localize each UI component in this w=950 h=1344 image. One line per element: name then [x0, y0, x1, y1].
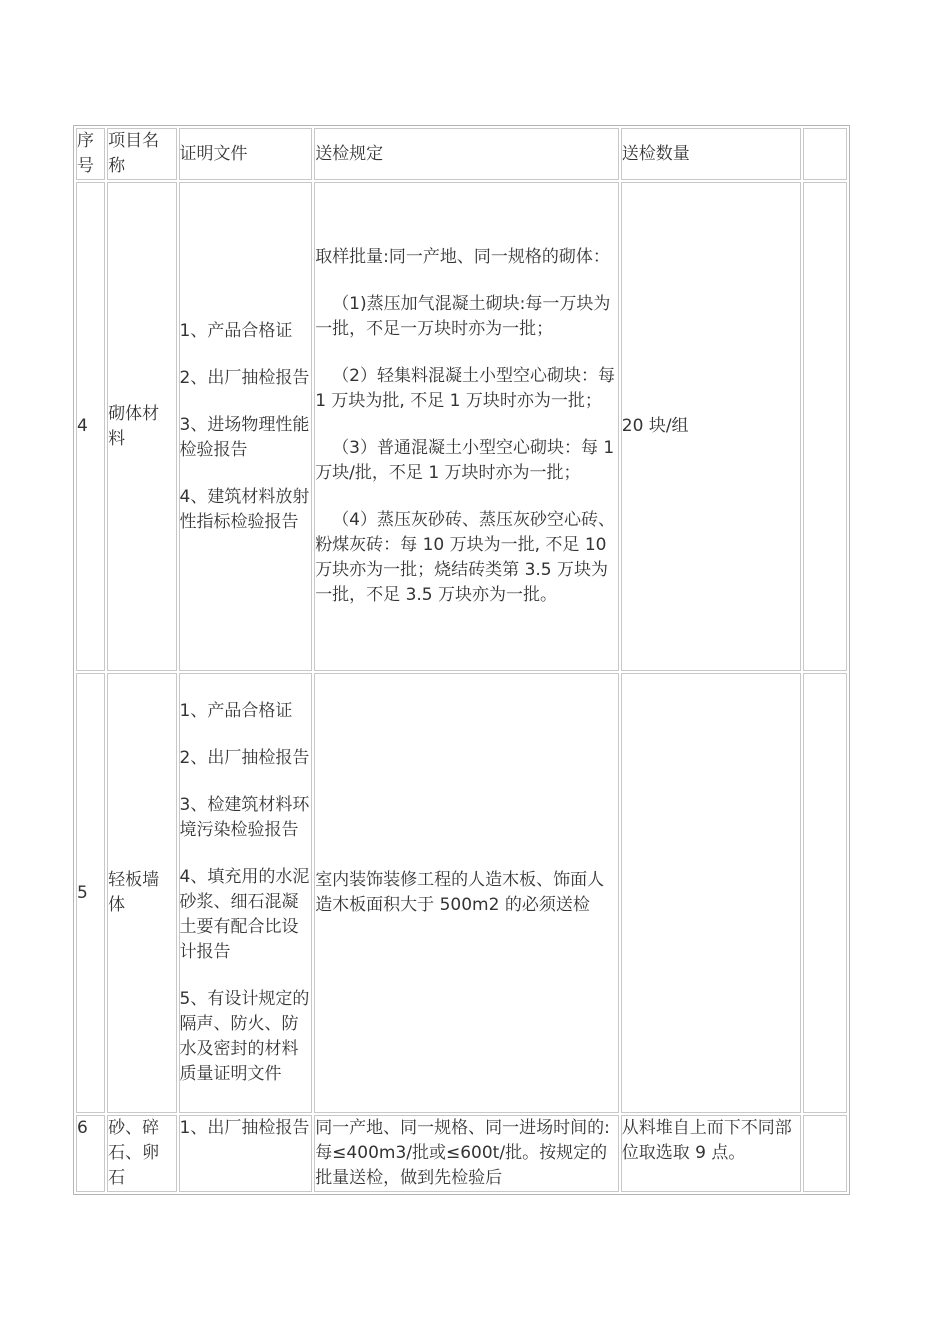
header-certificates: 证明文件: [179, 128, 313, 180]
inspection-quantity: 20 块/组: [621, 182, 801, 671]
rule-text: （3）普通混凝土小型空心砌块：每 1 万块/批，不足 1 万块时亦为一批；: [315, 438, 615, 483]
certificate-item: 5、有设计规定的隔声、防火、防水及密封的材料质量证明文件: [179, 989, 310, 1084]
certificate-list: [179, 673, 313, 1113]
inspection-quantity: [621, 673, 801, 1113]
certificate-item: 4、建筑材料放射性指标检验报告: [179, 486, 310, 532]
row-number: 4: [76, 182, 105, 671]
rule-text: （1)蒸压加气混凝土砌块:每一万块为一批，不足一万块时亦为一批；: [315, 294, 611, 339]
header-blank: [803, 128, 847, 180]
header-inspection-rules: 送检规定: [314, 128, 619, 180]
item-name: 砌体材料: [107, 182, 176, 671]
certificate-item: 1、产品合格证: [179, 320, 293, 341]
rule-text: （2）轻集料混凝土小型空心砌块：每 1 万块为批, 不足 1 万块时亦为一批；: [315, 366, 616, 411]
rule-text: 取样批量:同一产地、同一规格的砌体：: [315, 247, 610, 267]
document-table: [73, 125, 850, 1195]
inspection-rules: [314, 1115, 619, 1192]
header-inspection-quantity: 送检数量: [621, 128, 801, 180]
item-name: 轻板墙体: [107, 673, 176, 1113]
certificate-item: 2、出厂抽检报告: [179, 367, 310, 388]
certificate-list: [179, 182, 313, 671]
table-row: [76, 673, 847, 1113]
rule-text: 同一产地、同一规格、同一进场时间的:每≤400m3/批或≤600t/批。按规定的批量送检，做到先检验后: [315, 1118, 610, 1188]
certificate-item: 1、出厂抽检报告: [179, 1118, 310, 1138]
row-number: 6: [76, 1115, 105, 1192]
blank-cell: [803, 182, 847, 671]
certificate-item: 3、进场物理性能检验报告: [179, 414, 310, 460]
table-row: [76, 1115, 847, 1192]
rule-text: （4）蒸压灰砂砖、蒸压灰砂空心砖、粉煤灰砖：每 10 万块为一批, 不足 10 万块亦为一批；烧结砖类第 3.5 万块为一批，不足 3.5 万块亦为一批。: [315, 510, 616, 605]
row-number: 5: [76, 673, 105, 1113]
certificate-item: 3、检建筑材料环境污染检验报告: [179, 795, 310, 840]
certificate-item: 1、产品合格证: [179, 701, 293, 721]
header-no: 序号: [76, 128, 105, 180]
rule-text: 室内装饰装修工程的人造木板、饰面人造木板面积大于 500m2 的必须送检: [315, 870, 605, 915]
certificate-item: 2、出厂抽检报告: [179, 748, 310, 768]
blank-cell: [803, 673, 847, 1113]
table-row: [76, 182, 847, 671]
inspection-quantity: 从料堆自上而下不同部位取选取 9 点。: [621, 1115, 801, 1192]
certificate-item: 4、填充用的水泥砂浆、细石混凝土要有配合比设计报告: [179, 867, 310, 962]
header-row: [76, 128, 847, 180]
item-name: 砂、碎石、卵石: [107, 1115, 176, 1192]
blank-cell: [803, 1115, 847, 1192]
inspection-rules: [314, 182, 619, 671]
header-item-name: 项目名称: [107, 128, 176, 180]
inspection-rules: [314, 673, 619, 1113]
certificate-list: [179, 1115, 313, 1192]
